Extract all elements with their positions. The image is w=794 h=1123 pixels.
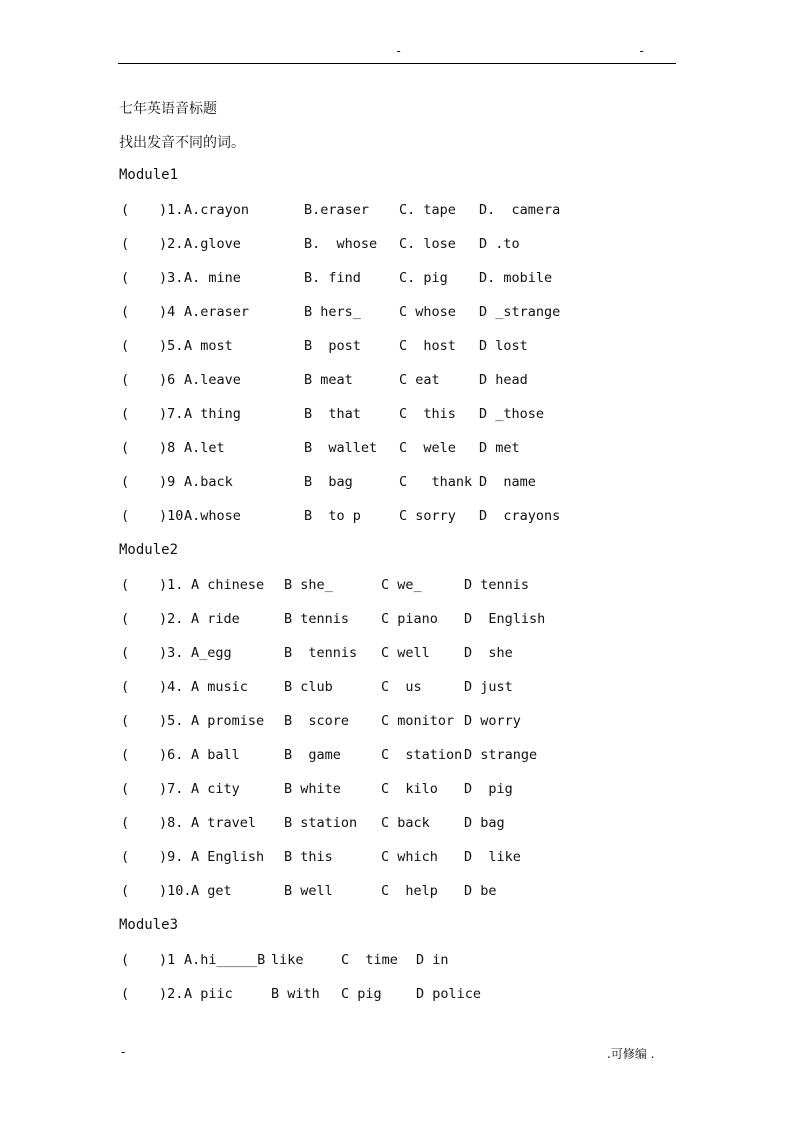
question-number: )9 <box>159 474 176 490</box>
question-number: )2. <box>159 611 184 627</box>
option-d: D be <box>464 883 497 899</box>
option-b: B tennis <box>284 645 358 661</box>
answer-blank: ( <box>121 679 130 695</box>
question-number: )5. <box>159 713 184 729</box>
instruction-text: 找出发音不同的词。 <box>119 135 245 151</box>
question-number: )3. <box>159 270 184 286</box>
option-d: D in <box>416 952 449 968</box>
option-c: C us <box>381 679 422 695</box>
header-mark-left: - <box>395 44 403 58</box>
answer-blank: ( <box>121 338 130 354</box>
option-d: D just <box>464 679 513 695</box>
question-number: )7. <box>159 406 184 422</box>
option-c: C. lose <box>399 236 456 252</box>
option-c: C we_ <box>381 577 422 593</box>
question-number: )8 <box>159 440 176 456</box>
option-a: A.crayon <box>184 202 250 218</box>
option-c: C pig <box>341 986 382 1002</box>
option-a: A ride <box>191 611 240 627</box>
option-b: B to p <box>304 508 361 524</box>
option-c: C station <box>381 747 463 763</box>
option-a: A get <box>191 883 232 899</box>
option-c: C which <box>381 849 438 865</box>
option-b: B score <box>284 713 350 729</box>
question-number: )3. <box>159 645 184 661</box>
option-b: B that <box>304 406 361 422</box>
option-a: A ball <box>191 747 240 763</box>
question-number: )2. <box>159 986 184 1002</box>
option-a: A. mine <box>184 270 241 286</box>
answer-blank: ( <box>121 440 130 456</box>
answer-blank: ( <box>121 986 130 1002</box>
option-c: C kilo <box>381 781 438 797</box>
header-mark-right: - <box>638 44 646 58</box>
option-a: A music <box>191 679 248 695</box>
answer-blank: ( <box>121 236 130 252</box>
option-a: A.eraser <box>184 304 250 320</box>
option-d: D. camera <box>479 202 561 218</box>
option-b: B hers_ <box>304 304 361 320</box>
option-d: D met <box>479 440 520 456</box>
answer-blank: ( <box>121 372 130 388</box>
option-a: A_egg <box>191 645 232 661</box>
option-d: D bag <box>464 815 505 831</box>
option-a: A piic <box>184 986 233 1002</box>
question-number: )4. <box>159 679 184 695</box>
answer-blank: ( <box>121 883 130 899</box>
option-d: D worry <box>464 713 521 729</box>
option-d: D lost <box>479 338 528 354</box>
option-b: like <box>271 952 304 968</box>
module2-heading: Module2 <box>119 542 179 558</box>
option-a: A.hi_____B <box>184 952 266 968</box>
option-b: B white <box>284 781 341 797</box>
option-d: D _those <box>479 406 545 422</box>
option-d: D English <box>464 611 546 627</box>
option-b: B she_ <box>284 577 333 593</box>
question-number: )10 <box>159 508 184 524</box>
question-number: )10. <box>159 883 192 899</box>
question-number: )6 <box>159 372 176 388</box>
option-c: C host <box>399 338 456 354</box>
question-number: )2. <box>159 236 184 252</box>
option-d: D _strange <box>479 304 561 320</box>
footer-mark-left: - <box>121 1045 126 1059</box>
option-b: B. whose <box>304 236 378 252</box>
option-b: B this <box>284 849 333 865</box>
option-c: C wele <box>399 440 456 456</box>
question-number: )4 <box>159 304 176 320</box>
answer-blank: ( <box>121 781 130 797</box>
option-b: B bag <box>304 474 353 490</box>
option-d: D head <box>479 372 528 388</box>
option-c: C help <box>381 883 438 899</box>
module1-heading: Module1 <box>119 167 179 183</box>
header-rule <box>118 63 676 64</box>
option-b: B wallet <box>304 440 378 456</box>
answer-blank: ( <box>121 747 130 763</box>
option-c: C. pig <box>399 270 448 286</box>
option-b: B.eraser <box>304 202 370 218</box>
option-d: D strange <box>464 747 538 763</box>
option-a: A.whose <box>184 508 241 524</box>
option-b: B club <box>284 679 333 695</box>
question-number: )1 <box>159 952 176 968</box>
footer-editable-note: .可修编 . <box>607 1047 655 1061</box>
document-title: 七年英语音标题 <box>119 101 217 117</box>
option-b: B with <box>271 986 320 1002</box>
option-b: B station <box>284 815 358 831</box>
option-d: D she <box>464 645 513 661</box>
answer-blank: ( <box>121 713 130 729</box>
option-c: C eat <box>399 372 440 388</box>
option-c: C sorry <box>399 508 456 524</box>
question-number: )7. <box>159 781 184 797</box>
question-number: )6. <box>159 747 184 763</box>
answer-blank: ( <box>121 611 130 627</box>
option-d: D tennis <box>464 577 530 593</box>
option-b: B well <box>284 883 333 899</box>
option-b: B tennis <box>284 611 350 627</box>
answer-blank: ( <box>121 406 130 422</box>
option-c: C time <box>341 952 398 968</box>
answer-blank: ( <box>121 508 130 524</box>
option-d: D police <box>416 986 482 1002</box>
option-d: D like <box>464 849 521 865</box>
option-c: C. tape <box>399 202 456 218</box>
option-c: C back <box>381 815 430 831</box>
question-number: )1. <box>159 202 184 218</box>
option-a: A most <box>184 338 233 354</box>
question-number: )9. <box>159 849 184 865</box>
option-b: B game <box>284 747 341 763</box>
option-a: A.leave <box>184 372 241 388</box>
answer-blank: ( <box>121 815 130 831</box>
option-a: A.glove <box>184 236 241 252</box>
answer-blank: ( <box>121 270 130 286</box>
option-c: C monitor <box>381 713 455 729</box>
option-c: C well <box>381 645 430 661</box>
option-c: C this <box>399 406 456 422</box>
option-c: C piano <box>381 611 438 627</box>
answer-blank: ( <box>121 304 130 320</box>
option-a: A.back <box>184 474 233 490</box>
answer-blank: ( <box>121 645 130 661</box>
question-number: )1. <box>159 577 184 593</box>
option-c: C thank <box>399 474 473 490</box>
answer-blank: ( <box>121 202 130 218</box>
question-number: )5. <box>159 338 184 354</box>
option-a: A chinese <box>191 577 265 593</box>
option-d: D crayons <box>479 508 561 524</box>
answer-blank: ( <box>121 849 130 865</box>
option-a: A.let <box>184 440 225 456</box>
answer-blank: ( <box>121 952 130 968</box>
option-d: D .to <box>479 236 520 252</box>
option-a: A English <box>191 849 265 865</box>
option-c: C whose <box>399 304 456 320</box>
option-b: B. find <box>304 270 361 286</box>
option-a: A thing <box>184 406 241 422</box>
option-d: D name <box>479 474 536 490</box>
answer-blank: ( <box>121 474 130 490</box>
option-b: B meat <box>304 372 353 388</box>
option-d: D. mobile <box>479 270 553 286</box>
module3-heading: Module3 <box>119 917 179 933</box>
option-a: A travel <box>191 815 257 831</box>
question-number: )8. <box>159 815 184 831</box>
option-a: A promise <box>191 713 265 729</box>
option-d: D pig <box>464 781 513 797</box>
option-a: A city <box>191 781 240 797</box>
answer-blank: ( <box>121 577 130 593</box>
option-b: B post <box>304 338 361 354</box>
